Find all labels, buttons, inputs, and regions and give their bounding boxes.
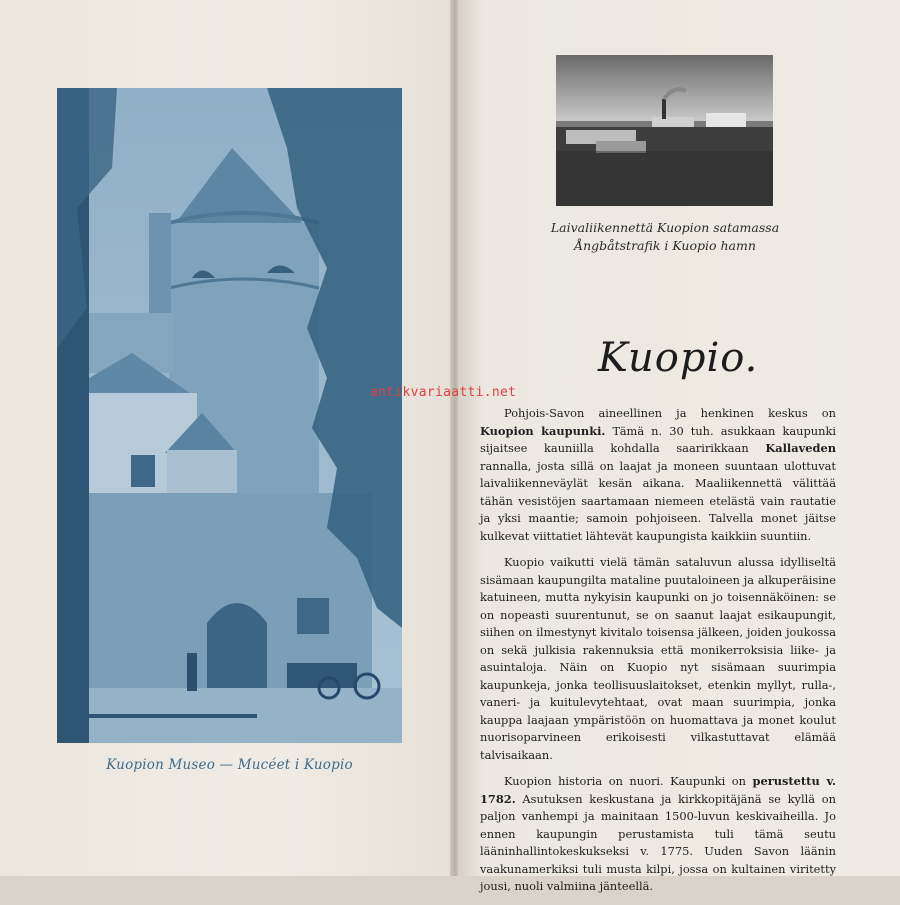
paragraph: [480, 554, 836, 764]
harbour-caption-finnish: Laivaliikennettä Kuopion satamassa: [550, 220, 780, 235]
museum-photo: [57, 88, 402, 743]
text-segment: Asutuksen keskustana ja kirkkopitäjänä se kyllä on paljon vanhempi ja mainitaan 1500-luvun keskivaiheilla. Jo ennen kaupungin perustamista tuli tämä seutu lääninhallintokeskukseksi v. 1775. Uuden Savon läänin vaakunamerkiksi tuli musta kilpi, jossa on kultainen viritetty jousi, nuoli valmiina jänteellä.: [480, 791, 836, 893]
harbour-caption-swedish: Ångbåtstrafik i Kuopio hamn: [574, 238, 756, 253]
page-title: Kuopio.: [598, 335, 759, 381]
text-segment: Kuopion historia on nuori. Kaupunki on: [504, 774, 753, 788]
article-body: [480, 405, 836, 905]
left-page: [0, 0, 452, 876]
paragraph: [480, 773, 836, 896]
museum-caption: Kuopion Museo — Mucéet i Kuopio: [106, 757, 353, 773]
text-segment: Kuopio vaikutti vielä tämän sataluvun alussa idylliseltä sisämaan kaupungilta mataline puutaloineen ja alkuperäisine katuineen, mutta nykyisin kaupunki on jo toisennäköinen: se on nopeasti suurentunut, se on saanut laajat esikaupungit, siihen on ilmestynyt kivitalo toisensa jälkeen, joiden joukossa on sekä julkisia rakennuksia että monikerroksisia liike- ja asuintaloja. Näin on Kuopio nyt sisämaan suurimpia kaupunkeja, jonka teollisuuslaitokset, etenkin myllyt, rulla-, vaneri- ja kuitulevytehtaat, ovat maan suurimpia, jonka kauppa laajaan ympäristöön on huomattava ja monet koulut nuorisoparvineen erikoisesti vilkastuttavat elämää talvisaikaan.: [480, 555, 836, 762]
harbour-caption: [520, 219, 810, 255]
bold-text: Kallaveden: [765, 441, 836, 455]
paragraph: [480, 405, 836, 545]
text-segment: Tämä n. 30 tuh. asukkaan kaupunki sijaitsee kauniilla kohdalla saaririkkaan: [480, 423, 837, 455]
text-segment: Pohjois-Savon aineellinen ja henkinen keskus on: [504, 406, 836, 420]
harbour-photo: [556, 55, 773, 206]
watermark: antikvariaatti.net: [370, 385, 517, 400]
bold-text: Kuopion kaupunki.: [480, 423, 606, 438]
bold-text: perustettu v. 1782.: [480, 774, 837, 806]
text-segment: rannalla, josta sillä on laajat ja moneen suuntaan ulottuvat laivaliikenneväylät kesän aikana. Maaliikennettä välittää tähän vesistöjen saartamaan niemeen etelästä vain rautatie ja yksi maantie; samoin pohjoiseen. Talvella monet jäitse kulkevat viittatiet lähtevät kaupungista kaikkiin suuntiin.: [480, 458, 836, 543]
